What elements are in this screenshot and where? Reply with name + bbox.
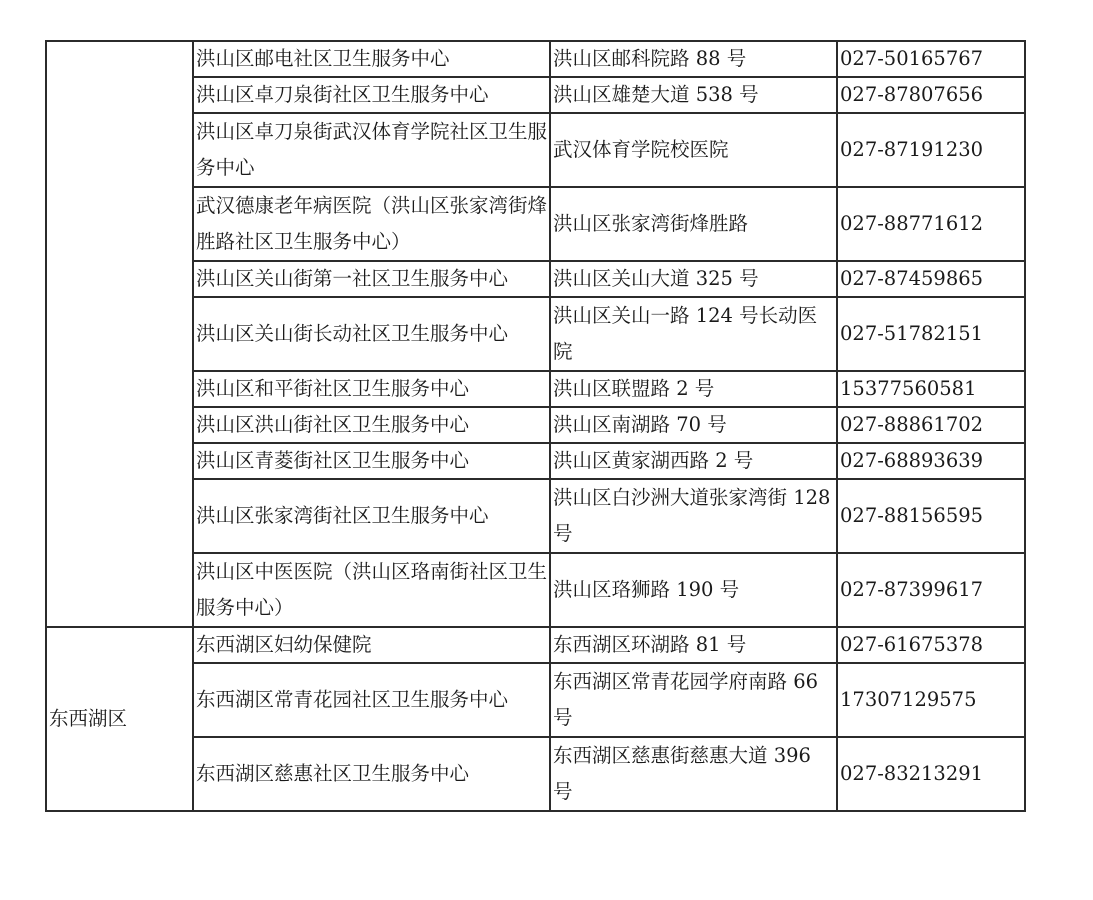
phone-cell: 027-83213291 — [837, 737, 1025, 811]
clinic-name-cell: 东西湖区慈惠社区卫生服务中心 — [193, 737, 550, 811]
phone-cell: 027-88771612 — [837, 187, 1025, 261]
table-row — [46, 627, 1025, 663]
phone-cell: 027-68893639 — [837, 443, 1025, 479]
table-row — [46, 443, 1025, 479]
phone-cell: 027-51782151 — [837, 297, 1025, 371]
district-cell: 东西湖区 — [46, 627, 193, 811]
phone-cell: 027-87191230 — [837, 113, 1025, 187]
address-cell: 东西湖区常青花园学府南路 66 号 — [550, 663, 837, 737]
phone-cell: 027-50165767 — [837, 41, 1025, 77]
table-row — [46, 113, 1025, 187]
address-cell: 洪山区雄楚大道 538 号 — [550, 77, 837, 113]
clinic-table — [45, 40, 1026, 812]
clinic-name-cell: 洪山区青菱街社区卫生服务中心 — [193, 443, 550, 479]
phone-cell: 027-87459865 — [837, 261, 1025, 297]
table-row — [46, 663, 1025, 737]
clinic-name-cell: 洪山区卓刀泉街社区卫生服务中心 — [193, 77, 550, 113]
clinic-name-cell: 洪山区邮电社区卫生服务中心 — [193, 41, 550, 77]
address-cell: 洪山区邮科院路 88 号 — [550, 41, 837, 77]
clinic-name-cell: 洪山区关山街第一社区卫生服务中心 — [193, 261, 550, 297]
table-row — [46, 261, 1025, 297]
table-row — [46, 407, 1025, 443]
clinic-name-cell: 洪山区洪山街社区卫生服务中心 — [193, 407, 550, 443]
address-cell: 洪山区联盟路 2 号 — [550, 371, 837, 407]
address-cell: 洪山区白沙洲大道张家湾街 128 号 — [550, 479, 837, 553]
clinic-name-cell: 洪山区关山街长动社区卫生服务中心 — [193, 297, 550, 371]
address-cell: 洪山区珞狮路 190 号 — [550, 553, 837, 627]
table-row — [46, 41, 1025, 77]
address-cell: 东西湖区慈惠街慈惠大道 396 号 — [550, 737, 837, 811]
table-row — [46, 371, 1025, 407]
table-row — [46, 479, 1025, 553]
phone-cell: 027-88156595 — [837, 479, 1025, 553]
table-row — [46, 77, 1025, 113]
address-cell: 洪山区关山一路 124 号长动医院 — [550, 297, 837, 371]
clinic-name-cell: 东西湖区妇幼保健院 — [193, 627, 550, 663]
district-cell — [46, 41, 193, 627]
clinic-name-cell: 东西湖区常青花园社区卫生服务中心 — [193, 663, 550, 737]
phone-cell: 027-61675378 — [837, 627, 1025, 663]
clinic-name-cell: 洪山区中医医院（洪山区珞南街社区卫生服务中心） — [193, 553, 550, 627]
address-cell: 洪山区张家湾街烽胜路 — [550, 187, 837, 261]
address-cell: 武汉体育学院校医院 — [550, 113, 837, 187]
table-row — [46, 553, 1025, 627]
table-row — [46, 187, 1025, 261]
clinic-name-cell: 洪山区和平街社区卫生服务中心 — [193, 371, 550, 407]
address-cell: 洪山区黄家湖西路 2 号 — [550, 443, 837, 479]
clinic-name-cell: 武汉德康老年病医院（洪山区张家湾街烽胜路社区卫生服务中心） — [193, 187, 550, 261]
phone-cell: 027-87399617 — [837, 553, 1025, 627]
clinic-name-cell: 洪山区卓刀泉街武汉体育学院社区卫生服务中心 — [193, 113, 550, 187]
clinic-name-cell: 洪山区张家湾街社区卫生服务中心 — [193, 479, 550, 553]
phone-cell: 17307129575 — [837, 663, 1025, 737]
phone-cell: 15377560581 — [837, 371, 1025, 407]
address-cell: 洪山区关山大道 325 号 — [550, 261, 837, 297]
table-row — [46, 297, 1025, 371]
table-row — [46, 737, 1025, 811]
address-cell: 洪山区南湖路 70 号 — [550, 407, 837, 443]
phone-cell: 027-87807656 — [837, 77, 1025, 113]
address-cell: 东西湖区环湖路 81 号 — [550, 627, 837, 663]
phone-cell: 027-88861702 — [837, 407, 1025, 443]
